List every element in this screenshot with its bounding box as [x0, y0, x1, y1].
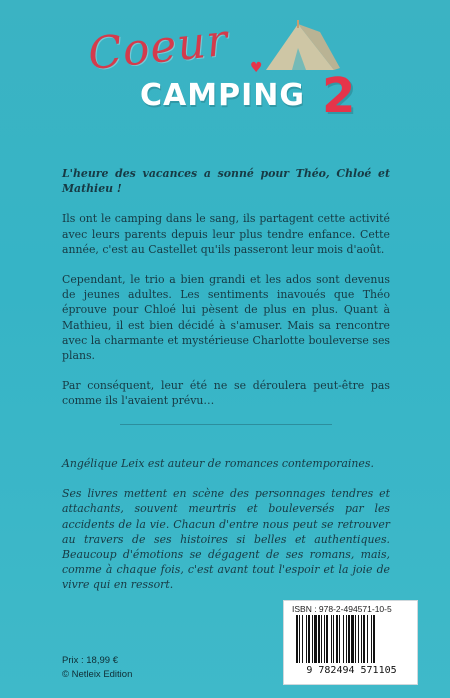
author-paragraph-2: Ses livres mettent en scène des personnages tendres et attachants, souvent meurtris et bouleversés par les accidents de la vie. Chacun d'entre nous peut se retrouver au travers de ses histoires si belles et authentiques. Beaucoup d'émotions se dégagent de ses romans, mais, comme à chaque fois, c'est avant tout l'espoir et la joie de vivre qui en ressort.: [62, 487, 390, 592]
blurb-intro: L'heure des vacances a sonné pour Théo, Chloé et Mathieu !: [62, 167, 390, 196]
section-divider: [120, 424, 332, 425]
isbn-label: ISBN : 978-2-494571-10-5: [292, 604, 392, 614]
logo-word-camping: CAMPING: [140, 78, 305, 113]
barcode-digit-lead: 9: [306, 665, 313, 676]
blurb-paragraph-1: Ils ont le camping dans le sang, ils partagent cette activité avec leurs parents depuis leur plus tendre enfance. Cette année, c'est au Castellet qu'ils passeront leur mois d'août.: [62, 212, 390, 256]
logo-word-coeur: Coeur: [85, 14, 231, 81]
barcode-digits-right: 571105: [360, 665, 397, 676]
author-paragraph-1: Angélique Leix est auteur de romances contemporaines.: [62, 457, 374, 470]
logo-number: 2: [322, 68, 356, 124]
blurb-paragraph-3: Par conséquent, leur été ne se déroulera peut-être pas comme ils l'avaient prévu…: [62, 379, 390, 408]
barcode-icon: [294, 615, 409, 665]
isbn-barcode-box: [283, 600, 418, 685]
blurb-paragraph-2: Cependant, le trio a bien grandi et les ados sont devenus de jeunes adultes. Les sentiments inavoués que Théo éprouve pour Chloé lui pèsent de plus en plus. Quant à Mathieu, il est bien décidé à s'amuser. Mais sa rencontre avec la charmante et mystérieuse Charlotte bouleverse ses plans.: [62, 273, 390, 363]
book-logo: [0, 0, 450, 130]
heart-icon: ♥: [250, 60, 263, 76]
barcode-digits: [284, 665, 419, 676]
tent-icon: [262, 18, 344, 74]
publisher-label: © Netleix Edition: [62, 669, 133, 680]
author-section: [62, 456, 390, 608]
blurb-section: [62, 166, 390, 424]
barcode-digits-left: 782494: [318, 665, 355, 676]
price-label: Prix : 18,99 €: [62, 655, 118, 666]
